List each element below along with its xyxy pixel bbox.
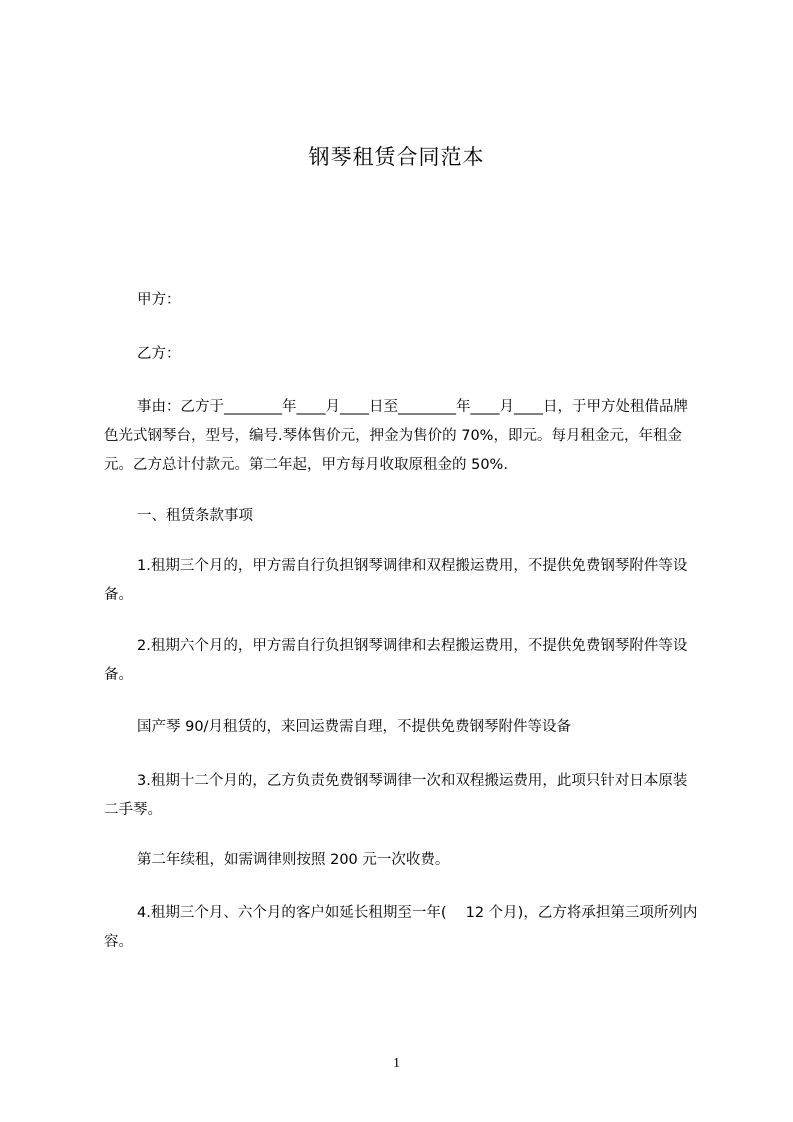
- clause-3: 3.租期十二个月的，乙方负责免费钢琴调律一次和双程搬运费用，此项只针对日本原装二手琴。: [104, 773, 688, 818]
- section-1-heading: 一、租赁条款事项: [137, 508, 253, 524]
- document-title: 钢琴租赁合同范本: [308, 145, 485, 169]
- clause-3-note: 第二年续租，如需调律则按照 200 元一次收费。: [137, 852, 450, 868]
- party-a-line: 甲方：: [137, 292, 181, 308]
- party-b-line: 乙方：: [137, 346, 181, 362]
- clause-1: 1.租期三个月的，甲方需自行负担钢琴调律和双程搬运费用，不提供免费钢琴附件等设备。: [104, 558, 688, 603]
- clause-4: 4.租期三个月、六个月的客户如延长租期至一年( 12 个月)，乙方将承担第三项所列内容。: [104, 905, 698, 950]
- clause-2: 2.租期六个月的，甲方需自行负担钢琴调律和去程搬运费用，不提供免费钢琴附件等设备。: [104, 638, 688, 683]
- matter-paragraph: 事由：乙方于________年____月____日至________年____月____日，于甲方处租借品牌色光式钢琴台，型号，编号.琴体售价元，押金为售价的 70%，即元。每月租金元，年租金元。乙方总计付款元。第二年起，甲方每月收取原租金的 50%.: [104, 399, 688, 473]
- page-number: 1: [393, 1056, 400, 1071]
- clause-2-note: 国产琴 90/月租赁的，来回运费需自理，不提供免费钢琴附件等设备: [137, 719, 571, 735]
